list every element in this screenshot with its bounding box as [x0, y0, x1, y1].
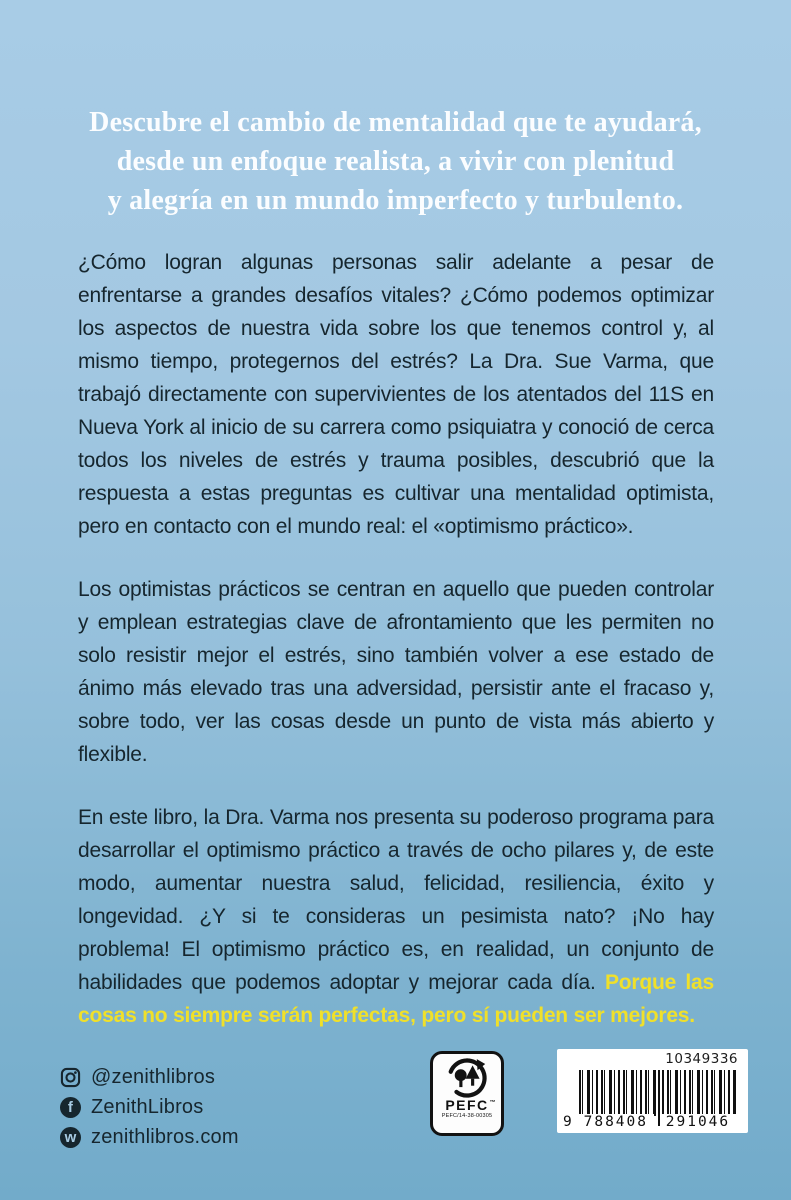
ean-group: 291046	[660, 1114, 736, 1130]
website-url: zenithlibros.com	[91, 1125, 239, 1148]
ean-group: 788408	[578, 1114, 654, 1130]
synopsis-paragraph	[78, 573, 714, 771]
facebook-icon: f	[60, 1097, 81, 1118]
tagline-line: desde un enfoque realista, a vivir con plenitud	[116, 146, 675, 177]
highlighted-sentence: Porque las cosas no siempre serán perfectas, pero sí pueden ser mejores.	[78, 971, 714, 1027]
instagram-icon	[60, 1067, 81, 1088]
social-row-instagram	[60, 1062, 239, 1092]
social-row-website	[60, 1122, 239, 1152]
synopsis	[78, 246, 714, 1062]
paragraph-text: Los optimistas prácticos se centran en aquello que pueden controlar y emplean estrategias clave de afrontamiento que les permiten no solo resistir mejor el estrés, sino también volver a ese estado de ánimo más elevado tras una adversidad, persistir ante el fracaso y, sobre todo, ver las cosas desde un punto de vista más abierto y flexible.	[78, 578, 714, 766]
paragraph-text: ¿Cómo logran algunas personas salir adelante a pesar de enfrentarse a grandes desafíos vitales? ¿Cómo podemos optimizar los aspectos de nuestra vida sobre los que tenemos control y, al mismo tiempo, protegernos del estrés? La Dra. Sue Varma, que trabajó directamente con supervivientes de los atentados del 11S en Nueva York al inicio de su carrera como psiquiatra y conoció de cerca todos los niveles de estrés y trauma posibles, descubrió que la respuesta a estas preguntas es cultivar una mentalidad optimista, pero en contacto con el mundo real: el «optimismo práctico».	[78, 251, 714, 538]
social-links	[60, 1062, 239, 1152]
tagline	[0, 103, 791, 220]
trademark-symbol: ™	[489, 1100, 496, 1106]
pefc-badge	[430, 1051, 504, 1136]
synopsis-paragraph	[78, 246, 714, 543]
web-icon: w	[60, 1127, 81, 1148]
instagram-handle: @zenithlibros	[91, 1065, 216, 1088]
barcode-top-number: 10349336	[665, 1051, 738, 1067]
tagline-line: Descubre el cambio de mentalidad que te ayudará,	[89, 107, 702, 138]
social-row-facebook	[60, 1092, 239, 1122]
pefc-certificate-code: PEFC/14-38-00305	[441, 1113, 493, 1119]
synopsis-paragraph	[78, 801, 714, 1032]
barcode-digits	[563, 1114, 736, 1130]
pefc-logo-icon	[446, 1057, 488, 1099]
barcode-label	[557, 1049, 748, 1133]
paragraph-text: En este libro, la Dra. Varma nos presenta su poderoso programa para desarrollar el optimismo práctico a través de ocho pilares y, de este modo, aumentar nuestra salud, felicidad, resiliencia, éxito y longevidad. ¿Y si te consideras un pesimista nato? ¡No hay problema! El optimismo práctico es, en realidad, un conjunto de habilidades que podemos adoptar y mejorar cada día.	[78, 806, 714, 994]
tagline-line: y alegría en un mundo imperfecto y turbulento.	[107, 185, 684, 216]
ean-prefix: 9	[563, 1114, 572, 1130]
barcode-bars	[579, 1070, 736, 1116]
facebook-handle: ZenithLibros	[91, 1095, 204, 1118]
pefc-label: PEFC ™	[445, 1097, 496, 1113]
